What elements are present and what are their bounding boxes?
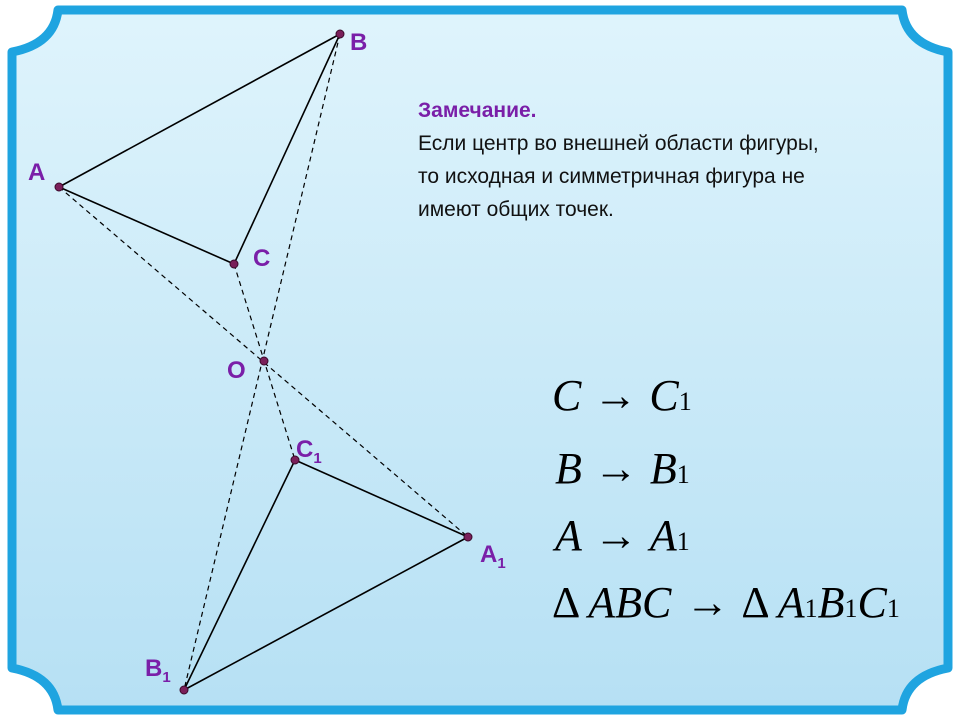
point-b1 (180, 686, 188, 694)
label-c: C (253, 245, 271, 272)
formula-b-to-b1: B → B1 (555, 444, 690, 493)
remark-block (418, 94, 938, 226)
label-c1: $C_1$ (296, 436, 322, 467)
label-o: O (227, 357, 246, 384)
point-b (336, 30, 344, 38)
formula-a-to-a1: A → A1 (555, 511, 690, 560)
remark-line-2: то исходная и симметричная фигура не (418, 165, 805, 188)
remark-line-1: Если центр во внешней области фигуры, (418, 132, 819, 155)
point-c (230, 260, 238, 268)
remark-title: Замечание. (418, 99, 537, 122)
point-a (55, 183, 63, 191)
point-a1 (464, 533, 472, 541)
formula-triangle: Δ ABC → Δ A1B1C1 (552, 578, 900, 627)
formula-c-to-c1: C → C1 (552, 371, 692, 420)
label-a1: $A_1$ (480, 541, 506, 572)
point-o (260, 357, 268, 365)
label-b1: $B_1$ (145, 655, 171, 686)
remark-line-3: имеют общих точек. (418, 198, 614, 221)
label-a: A (28, 159, 46, 186)
label-b: B (350, 29, 368, 56)
